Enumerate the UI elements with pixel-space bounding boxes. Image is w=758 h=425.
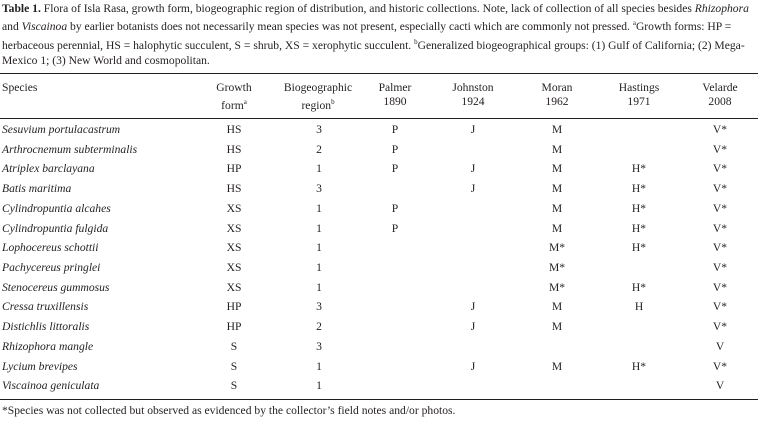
- header-bio-line2: region: [301, 98, 332, 112]
- cell-johnston: J: [470, 320, 476, 334]
- cell-moran: M*: [548, 241, 566, 255]
- cell-hastings: H*: [631, 241, 647, 255]
- cell-velarde: V*: [712, 162, 728, 176]
- cell-species: Rhizophora mangle: [2, 339, 94, 353]
- header-velarde-line1: Velarde: [702, 81, 738, 94]
- cell-growth-form: XS: [226, 280, 242, 294]
- cell-velarde: V: [715, 339, 725, 353]
- cell-biogeographic-region: 1: [316, 379, 322, 393]
- cell-moran: M: [551, 300, 563, 314]
- cell-velarde: V: [715, 379, 725, 393]
- cell-growth-form: S: [230, 339, 238, 353]
- table-top-rule: [0, 73, 758, 74]
- table-row: [0, 320, 758, 340]
- header-moran: [532, 81, 582, 109]
- cell-johnston: J: [470, 162, 476, 176]
- table-row: [0, 241, 758, 261]
- cell-species: Lycium brevipes: [2, 359, 78, 373]
- cell-johnston: J: [470, 300, 476, 314]
- cell-growth-form: HS: [226, 182, 242, 196]
- cell-species: Arthrocnemum subterminalis: [2, 142, 138, 156]
- cell-biogeographic-region: 2: [316, 142, 322, 156]
- cell-biogeographic-region: 2: [316, 320, 322, 334]
- cell-moran: M: [551, 320, 563, 334]
- table-row: [0, 261, 758, 281]
- header-palmer-line2: 1890: [383, 95, 407, 108]
- table-row: [0, 222, 758, 242]
- table-row: [0, 360, 758, 380]
- caption-text-e: Generalized biogeographical groups: (1) Gulf of California; (2) Mega-Mexico 1; (3) New World and cosmopolitan.: [2, 38, 745, 67]
- cell-hastings: H*: [631, 280, 647, 294]
- cell-species: Stenocereus gummosus: [2, 280, 110, 294]
- cell-moran: M: [551, 221, 563, 235]
- cell-moran: M: [551, 142, 563, 156]
- cell-palmer: P: [391, 162, 399, 176]
- table-caption: [2, 1, 754, 68]
- header-johnston-line2: 1924: [461, 95, 485, 108]
- cell-velarde: V*: [712, 261, 728, 275]
- table-row: [0, 379, 758, 399]
- table-bottom-rule: [0, 399, 758, 400]
- header-hastings-line1: Hastings: [618, 81, 660, 94]
- cell-moran: M*: [548, 261, 566, 275]
- cell-biogeographic-region: 1: [316, 280, 322, 294]
- cell-velarde: V*: [712, 182, 728, 196]
- cell-growth-form: HS: [226, 123, 242, 136]
- table-row: [0, 123, 758, 143]
- header-bio-line1: Biogeographic: [283, 81, 353, 94]
- caption-italic-viscainoa: Viscainoa: [21, 20, 68, 34]
- cell-velarde: V*: [712, 300, 728, 314]
- header-growth-line1: Growth: [216, 81, 252, 94]
- header-growth-sup: a: [243, 98, 247, 106]
- cell-biogeographic-region: 3: [316, 123, 322, 136]
- cell-species: Atriplex barclayana: [2, 162, 95, 176]
- cell-biogeographic-region: 3: [316, 300, 322, 314]
- header-biogeographic-region: [272, 81, 364, 113]
- cell-moran: M: [551, 359, 563, 373]
- cell-species: Pachycereus pringlei: [2, 261, 101, 275]
- cell-palmer: P: [391, 123, 399, 136]
- cell-hastings: H*: [631, 162, 647, 176]
- cell-moran: M: [551, 162, 563, 176]
- cell-hastings: H*: [631, 182, 647, 196]
- cell-palmer: P: [391, 201, 399, 215]
- table-row: [0, 202, 758, 222]
- header-palmer: [370, 81, 420, 109]
- cell-palmer: P: [391, 142, 399, 156]
- table-footnote: *Species was not collected but observed as evidenced by the collector’s field notes and/or photos.: [2, 404, 456, 417]
- cell-growth-form: S: [230, 359, 238, 373]
- header-bio-sup: b: [331, 98, 335, 106]
- header-moran-line2: 1962: [545, 95, 569, 108]
- cell-velarde: V*: [712, 280, 728, 294]
- cell-palmer: P: [391, 221, 399, 235]
- header-species: Species: [2, 81, 38, 94]
- cell-velarde: V*: [712, 221, 728, 235]
- caption-label: Table 1.: [2, 2, 41, 15]
- cell-moran: M: [551, 182, 563, 196]
- cell-moran: M*: [548, 280, 566, 294]
- cell-growth-form: HP: [226, 162, 242, 176]
- header-hastings: [609, 81, 669, 109]
- table-row: [0, 281, 758, 301]
- header-growth-form: [210, 81, 258, 113]
- cell-biogeographic-region: 3: [316, 182, 322, 196]
- cell-growth-form: XS: [226, 221, 242, 235]
- table-row: [0, 182, 758, 202]
- cell-hastings: H*: [631, 221, 647, 235]
- table-row: [0, 300, 758, 320]
- caption-text-a: Flora of Isla Rasa, growth form, biogeographic region of distribution, and historic collections. Note, lack of collection of all species besides: [40, 2, 695, 15]
- cell-velarde: V*: [712, 142, 728, 156]
- cell-velarde: V*: [712, 320, 728, 334]
- cell-hastings: H*: [631, 201, 647, 215]
- header-johnston: [443, 81, 503, 109]
- cell-velarde: V*: [712, 123, 728, 136]
- caption-italic-rhizophora: Rhizophora: [694, 2, 749, 15]
- table-header-rule: [0, 118, 758, 119]
- table-row: [0, 143, 758, 163]
- caption-text-b: and: [2, 20, 22, 34]
- cell-velarde: V*: [712, 241, 728, 255]
- cell-velarde: V*: [712, 201, 728, 215]
- cell-species: Distichlis littoralis: [2, 320, 90, 334]
- cell-growth-form: HP: [226, 320, 242, 334]
- cell-biogeographic-region: 1: [316, 221, 322, 235]
- table-row: [0, 340, 758, 360]
- cell-growth-form: HS: [226, 142, 242, 156]
- header-hastings-line2: 1971: [627, 95, 651, 108]
- cell-growth-form: XS: [226, 241, 242, 255]
- cell-species: Batis maritima: [2, 182, 72, 196]
- cell-biogeographic-region: 1: [316, 162, 322, 176]
- cell-biogeographic-region: 1: [316, 261, 322, 275]
- cell-johnston: J: [470, 182, 476, 196]
- cell-moran: M: [551, 123, 563, 136]
- caption-text-d: Growth forms: HP = herbaceous perennial, HS = halophytic succulent, S = shrub, XS = xerophytic succulent.: [2, 20, 732, 52]
- cell-biogeographic-region: 1: [316, 241, 322, 255]
- cell-johnston: J: [470, 359, 476, 373]
- cell-growth-form: XS: [226, 201, 242, 215]
- cell-hastings: H: [634, 300, 644, 314]
- cell-johnston: J: [470, 123, 476, 136]
- header-growth-line2: form: [221, 98, 244, 112]
- header-velarde: [690, 81, 750, 109]
- caption-text-c: by earlier botanists does not necessarily mean species was not present, especially cacti which are commonly not pressed.: [67, 20, 633, 34]
- cell-species: Sesuvium portulacastrum: [2, 123, 121, 136]
- cell-species: Cressa truxillensis: [2, 300, 89, 314]
- header-moran-line1: Moran: [541, 81, 573, 94]
- cell-growth-form: HP: [226, 300, 242, 314]
- cell-biogeographic-region: 3: [316, 339, 322, 353]
- cell-moran: M: [551, 201, 563, 215]
- table-row: [0, 162, 758, 182]
- cell-species: Cylindropuntia alcahes: [2, 201, 111, 215]
- cell-species: Lophocereus schottii: [2, 241, 99, 255]
- cell-velarde: V*: [712, 359, 728, 373]
- cell-biogeographic-region: 1: [316, 201, 322, 215]
- cell-growth-form: S: [230, 379, 238, 393]
- header-johnston-line1: Johnston: [452, 81, 494, 94]
- cell-growth-form: XS: [226, 261, 242, 275]
- header-velarde-line2: 2008: [708, 95, 732, 108]
- cell-hastings: H*: [631, 359, 647, 373]
- cell-species: Cylindropuntia fulgida: [2, 221, 109, 235]
- cell-biogeographic-region: 1: [316, 359, 322, 373]
- caption-sup-b: b: [414, 37, 418, 46]
- caption-sup-a: a: [632, 19, 636, 28]
- cell-species: Viscainoa geniculata: [2, 379, 100, 393]
- header-palmer-line1: Palmer: [378, 81, 412, 94]
